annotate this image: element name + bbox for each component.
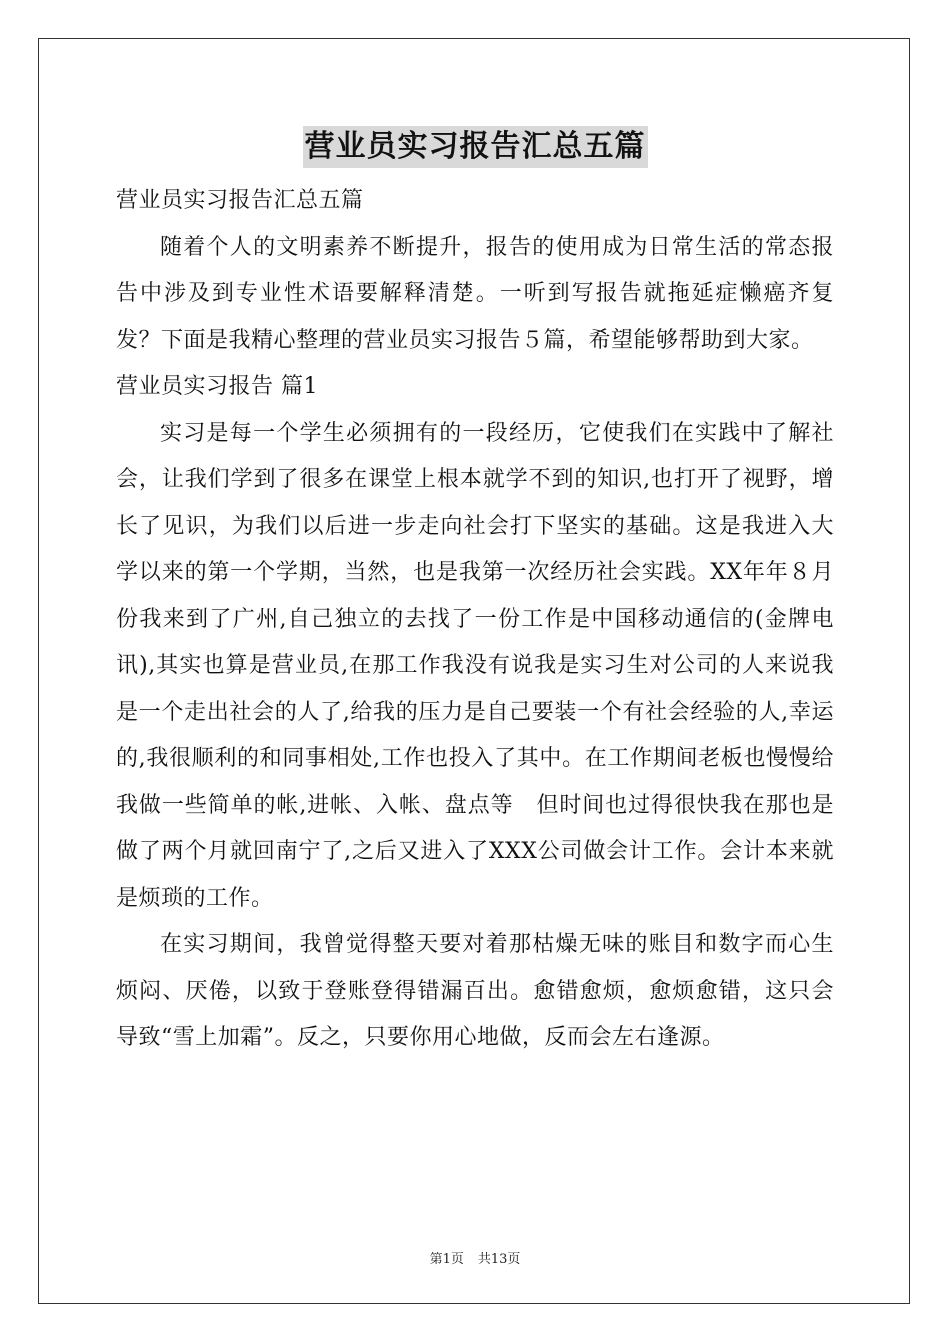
page-footer <box>0 1248 950 1267</box>
paragraph-body: 实习是每一个学生必须拥有的一段经历，它使我们在实践中了解社会，让我们学到了很多在课堂上根本就学不到的知识,也打开了视野，增长了见识，为我们以后进一步走向社会打下坚实的基础。这是我进入大学以来的第一个学期，当然，也是我第一次经历社会实践。XX年年８月份我来到了广州,自己独立的去找了一份工作是中国移动通信的(金牌电讯),其实也算是营业员,在那工作我没有说我是实习生对公司的人来说我是一个走出社会的人了,给我的压力是自己要装一个有社会经验的人,幸运的,我很顺利的和同事相处,工作也投入了其中。在工作期间老板也慢慢给我做一些简单的帐,进帐、入帐、盘点等 但时间也过得很快我在那也是做了两个月就回南宁了,之后又进入了XXX公司做会计工作。会计本来就是烦琐的工作。 <box>116 420 834 911</box>
page-number: 第1页 <box>429 1252 464 1267</box>
title-container <box>0 126 950 168</box>
paragraph-subtitle: 营业员实习报告汇总五篇 <box>116 188 364 213</box>
section-heading: 营业员实习报告 篇1 <box>116 374 318 399</box>
paragraph-body: 在实习期间，我曾觉得整天要对着那枯燥无味的账目和数字而心生烦闷、厌倦，以致于登账登得错漏百出。愈错愈烦，愈烦愈错，这只会导致“雪上加霜”。反之，只要你用心地做，反而会左右逢源。 <box>116 932 834 1050</box>
document-body <box>116 178 834 1062</box>
document-title: 营业员实习报告汇总五篇 <box>303 126 648 168</box>
page-total: 共13页 <box>477 1252 521 1267</box>
paragraph-intro: 随着个人的文明素养不断提升，报告的使用成为日常生活的常态报告中涉及到专业性术语要解释清楚。一听到写报告就拖延症懒癌齐复发？下面是我精心整理的营业员实习报告５篇，希望能够帮助到大家。 <box>116 234 834 353</box>
